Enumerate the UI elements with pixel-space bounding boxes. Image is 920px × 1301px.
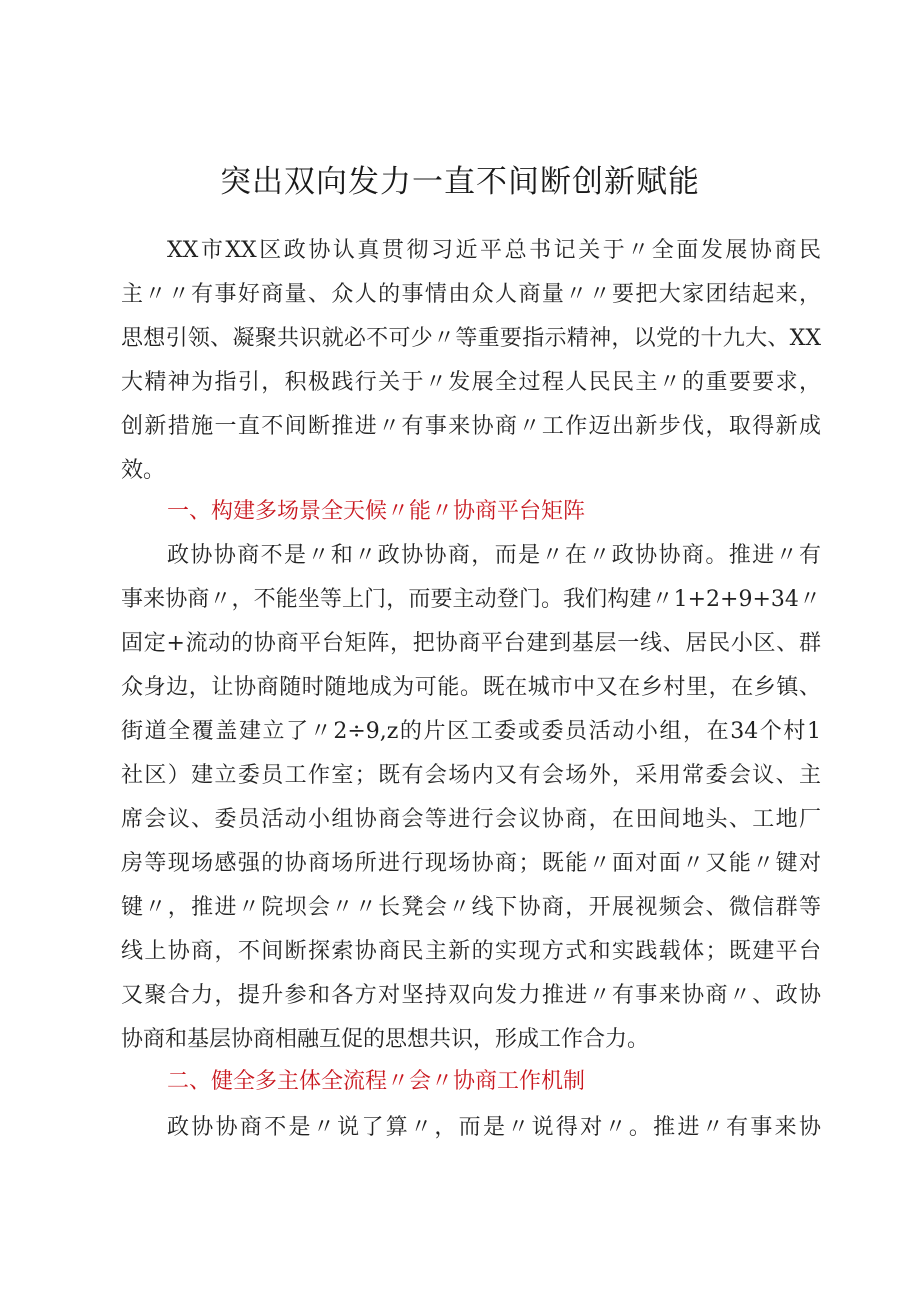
section1-line: 键〃，推进〃院坝会〃〃长凳会〃线下协商，开展视频会、微信群等	[121, 895, 821, 920]
intro-line: XX市XX区政协认真贯彻习近平总书记关于〃全面发展协商民	[167, 238, 821, 263]
section2-line: 政协协商不是〃说了算〃，而是〃说得对〃。推进〃有事来协	[167, 1115, 821, 1140]
section1-line: 房等现场感强的协商场所进行现场协商；既能〃面对面〃又能〃键对	[121, 851, 821, 876]
section1-line: 又聚合力，提升参和各方对坚持双向发力推进〃有事来协商〃、政协	[121, 983, 821, 1008]
section1-line: 协商和基层协商相融互促的思想共识，形成工作合力。	[121, 1027, 650, 1052]
section1-line: 社区）建立委员工作室；既有会场内又有会场外，采用常委会议、主	[121, 763, 821, 788]
intro-line: 思想引领、凝聚共识就必不可少〃等重要指示精神，以党的十九大、XX	[121, 326, 821, 351]
intro-line: 主〃〃有事好商量、众人的事情由众人商量〃〃要把大家团结起来，	[121, 282, 821, 307]
intro-line: 创新措施一直不间断推进〃有事来协商〃工作迈出新步伐，取得新成	[121, 414, 821, 439]
section1-line: 众身边，让协商随时随地成为可能。既在城市中又在乡村里，在乡镇、	[121, 675, 821, 700]
section-heading-2: 二、健全多主体全流程〃会〃协商工作机制	[167, 1069, 586, 1094]
section1-line: 事来协商〃，不能坐等上门，而要主动登门。我们构建〃1+2+9+34〃	[121, 587, 821, 612]
intro-line: 效。	[121, 458, 166, 483]
section1-line: 线上协商，不间断探索协商民主新的实现方式和实践载体；既建平台	[121, 939, 821, 964]
section1-line: 席会议、委员活动小组协商会等进行会议协商，在田间地头、工地厂	[121, 807, 821, 832]
section-heading-1: 一、构建多场景全天候〃能〃协商平台矩阵	[167, 499, 586, 524]
section1-line: 固定+流动的协商平台矩阵，把协商平台建到基层一线、居民小区、群	[121, 631, 821, 656]
document-title: 突出双向发力一直不间断创新赋能	[220, 164, 700, 200]
section1-line: 街道全覆盖建立了〃2÷9,z的片区工委或委员活动小组，在34个村1	[121, 719, 821, 744]
intro-line: 大精神为指引，积极践行关于〃发展全过程人民民主〃的重要要求，	[121, 370, 821, 395]
section1-line: 政协协商不是〃和〃政协协商，而是〃在〃政协协商。推进〃有	[167, 543, 821, 568]
